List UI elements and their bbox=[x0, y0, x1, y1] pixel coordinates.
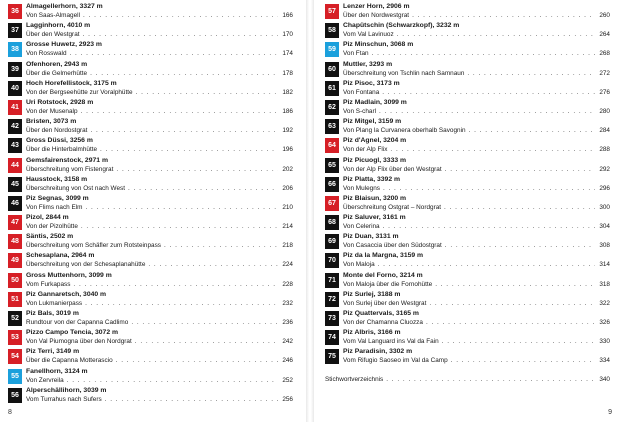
toc-entry[interactable] bbox=[325, 328, 610, 347]
tour-route-line bbox=[343, 184, 610, 193]
page-ref: 276 bbox=[599, 88, 610, 96]
page-number-left: 8 bbox=[8, 409, 12, 416]
toc-entry[interactable] bbox=[325, 21, 610, 40]
page-ref: 322 bbox=[599, 299, 610, 307]
tour-number-badge: 46 bbox=[8, 196, 22, 211]
page-ref: 242 bbox=[282, 338, 293, 346]
toc-entry[interactable] bbox=[8, 156, 293, 175]
tour-title: Schesaplana, 2964 m bbox=[26, 252, 95, 260]
page-ref: 236 bbox=[282, 319, 293, 326]
tour-title: Uri Rotstock, 2928 m bbox=[26, 98, 94, 106]
tour-number-badge: 38 bbox=[8, 42, 22, 57]
tour-title: Piz Mitgel, 3159 m bbox=[343, 118, 402, 126]
tour-number-badge: 43 bbox=[8, 138, 22, 153]
tour-route-line bbox=[343, 356, 610, 365]
tour-title: Almagellerhorn, 3327 m bbox=[26, 3, 103, 10]
tour-route: Überschreitung vom Fistengrat bbox=[26, 165, 114, 173]
tour-title: Piz Saluver, 3161 m bbox=[343, 214, 406, 222]
tour-route: Überschreitung von Tschlin nach Samnaun bbox=[343, 69, 465, 77]
toc-entry[interactable] bbox=[325, 251, 610, 270]
page-ref: 272 bbox=[599, 69, 610, 77]
page-ref: 166 bbox=[282, 12, 293, 19]
tour-route-line bbox=[26, 11, 293, 20]
toc-entry[interactable] bbox=[8, 98, 293, 117]
dot-leader bbox=[83, 11, 278, 20]
tour-title: Piz d'Agnel, 3204 m bbox=[343, 137, 407, 145]
page-ref: 314 bbox=[599, 261, 610, 269]
tour-number-badge: 40 bbox=[8, 81, 22, 96]
page-ref: 284 bbox=[599, 127, 610, 135]
page-ref: 210 bbox=[282, 203, 293, 211]
tour-number-badge: 56 bbox=[8, 388, 22, 403]
tour-route-line bbox=[343, 280, 610, 289]
tour-number-badge: 58 bbox=[325, 23, 339, 38]
tour-number-badge: 57 bbox=[325, 4, 339, 19]
dot-leader bbox=[390, 145, 595, 154]
page-ref: 288 bbox=[599, 146, 610, 154]
dot-leader bbox=[83, 30, 278, 39]
tour-title: Gross Muttenhorn, 3099 m bbox=[26, 271, 112, 279]
tour-route: Überschreitung von Ost nach West bbox=[26, 184, 125, 192]
tour-title: Lagginhorn, 4010 m bbox=[26, 22, 91, 30]
tour-route: Vom Rifugio Saoseo im Val da Camp bbox=[343, 357, 448, 365]
page-ref: 170 bbox=[282, 31, 293, 39]
toc-entry[interactable] bbox=[8, 367, 293, 386]
tour-number-badge: 67 bbox=[325, 196, 339, 211]
page-ref: 202 bbox=[282, 165, 293, 173]
tour-title: Pizzo Campo Tencia, 3072 m bbox=[26, 329, 119, 337]
toc-entry[interactable] bbox=[8, 347, 293, 366]
tour-route: Vom Turrahus nach Sufers bbox=[26, 395, 102, 403]
toc-entry[interactable] bbox=[8, 40, 293, 59]
tour-route: Vom Val Lavinuoz bbox=[343, 31, 394, 39]
dot-leader bbox=[105, 395, 278, 404]
dot-leader bbox=[116, 356, 278, 365]
tour-route-line bbox=[26, 49, 293, 58]
tour-number-badge: 59 bbox=[325, 42, 339, 57]
tour-title: Piz Paradisin, 3302 m bbox=[343, 348, 413, 356]
tour-route-line bbox=[26, 299, 293, 308]
tour-number-badge: 42 bbox=[8, 119, 22, 134]
page-ref: 218 bbox=[282, 242, 293, 250]
page-ref: 246 bbox=[282, 357, 293, 365]
page-ref: 264 bbox=[599, 31, 610, 39]
tour-route-line bbox=[343, 318, 610, 327]
dot-leader bbox=[85, 203, 278, 212]
dot-leader bbox=[67, 376, 278, 385]
tour-number-badge: 60 bbox=[325, 62, 339, 77]
dot-leader bbox=[378, 260, 595, 269]
tour-route: Über den Nordwestgrat bbox=[343, 12, 410, 19]
tour-route-line bbox=[26, 222, 293, 231]
toc-list-left bbox=[8, 2, 293, 405]
tour-title: Gross Düssi, 3256 m bbox=[26, 137, 93, 145]
tour-route-line bbox=[26, 356, 293, 365]
tour-title: Gemsfairenstock, 2971 m bbox=[26, 156, 108, 164]
toc-entry[interactable] bbox=[325, 2, 610, 21]
tour-title: Piz Platta, 3392 m bbox=[343, 175, 401, 183]
toc-entry[interactable] bbox=[325, 60, 610, 79]
page-ref: 296 bbox=[599, 184, 610, 192]
toc-entry[interactable] bbox=[325, 79, 610, 98]
dot-leader bbox=[383, 184, 595, 193]
toc-entry[interactable] bbox=[325, 232, 610, 251]
tour-route: Von Plang la Curvanera oberhalb Savognin bbox=[343, 127, 466, 135]
page-ref: 292 bbox=[599, 165, 610, 173]
tour-title: Monte del Forno, 3214 m bbox=[343, 271, 423, 279]
page-ref: 268 bbox=[599, 50, 610, 58]
page-ref: 318 bbox=[599, 280, 610, 288]
page-ref: 280 bbox=[599, 107, 610, 115]
tour-number-badge: 72 bbox=[325, 292, 339, 307]
page-ref: 224 bbox=[282, 261, 293, 269]
page-ref: 206 bbox=[282, 184, 293, 192]
tour-route-line bbox=[343, 222, 610, 231]
dot-leader bbox=[379, 107, 595, 116]
toc-entry[interactable] bbox=[325, 290, 610, 309]
toc-entry[interactable] bbox=[325, 40, 610, 59]
toc-entry[interactable] bbox=[8, 21, 293, 40]
page-ref: 232 bbox=[282, 299, 293, 307]
book-gutter bbox=[306, 0, 314, 422]
tour-title: Piz Pisoc, 3173 m bbox=[343, 79, 400, 87]
tour-route: Von der Alp Flix bbox=[343, 146, 388, 154]
tour-number-badge: 47 bbox=[8, 215, 22, 230]
page-ref: 300 bbox=[599, 203, 610, 211]
tour-route: Von Zervreila bbox=[26, 376, 64, 384]
tour-number-badge: 45 bbox=[8, 177, 22, 192]
tour-number-badge: 53 bbox=[8, 330, 22, 345]
dot-leader bbox=[90, 69, 278, 78]
tour-route-line bbox=[26, 30, 293, 39]
toc-entry[interactable] bbox=[325, 213, 610, 232]
dot-leader bbox=[135, 337, 278, 346]
tour-route: Von Mulegns bbox=[343, 184, 380, 192]
toc-entry[interactable] bbox=[8, 2, 293, 21]
tour-title: Piz Quattervals, 3165 m bbox=[343, 310, 419, 317]
tour-title: Piz da la Margna, 3159 m bbox=[343, 252, 424, 260]
dot-leader bbox=[136, 88, 278, 97]
dot-leader bbox=[70, 49, 279, 58]
dot-leader bbox=[383, 222, 595, 231]
tour-title: Piz Madlain, 3099 m bbox=[343, 98, 407, 106]
tour-route: Von der Chamanna Cluozza bbox=[343, 319, 423, 326]
dot-leader bbox=[131, 318, 278, 327]
tour-route-line bbox=[26, 126, 293, 135]
tour-number-badge: 74 bbox=[325, 330, 339, 345]
dot-leader bbox=[90, 126, 278, 135]
toc-entry[interactable] bbox=[8, 175, 293, 194]
page-ref: 326 bbox=[599, 319, 610, 326]
tour-route-line bbox=[26, 145, 293, 154]
tour-route-line bbox=[343, 49, 610, 58]
dot-leader bbox=[451, 356, 595, 365]
toc-entry[interactable] bbox=[8, 60, 293, 79]
tour-route: Von der Pizolhütte bbox=[26, 223, 78, 231]
dot-leader bbox=[372, 49, 595, 58]
dot-leader bbox=[467, 69, 595, 78]
tour-route-line bbox=[343, 203, 610, 212]
tour-title: Hoch Horefellistock, 3175 m bbox=[26, 79, 117, 87]
tour-number-badge: 41 bbox=[8, 100, 22, 115]
dot-leader bbox=[81, 107, 278, 116]
tour-route: Vom Furkapass bbox=[26, 280, 71, 288]
tour-route-line bbox=[26, 395, 293, 404]
dot-leader bbox=[164, 241, 278, 250]
page-ref: 186 bbox=[282, 107, 293, 115]
tour-route: Über den Nordostgrat bbox=[26, 127, 88, 135]
index-entry[interactable] bbox=[325, 375, 610, 384]
dot-leader bbox=[435, 280, 595, 289]
left-page bbox=[0, 0, 305, 422]
tour-route-line bbox=[26, 184, 293, 193]
tour-title: Alperschällihorn, 3039 m bbox=[26, 386, 107, 394]
tour-title: Piz Minschun, 3068 m bbox=[343, 41, 414, 49]
tour-number-badge: 70 bbox=[325, 253, 339, 268]
tour-route: Über die Hinterbalmhütte bbox=[26, 146, 98, 154]
tour-route: Von Saas-Almagell bbox=[26, 12, 80, 19]
tour-route-line bbox=[26, 88, 293, 97]
tour-number-badge: 52 bbox=[8, 311, 22, 326]
page-ref: 178 bbox=[282, 69, 293, 77]
tour-route-line bbox=[343, 337, 610, 346]
dot-leader bbox=[444, 203, 595, 212]
tour-route-line bbox=[343, 241, 610, 250]
tour-title: Piz Duan, 3131 m bbox=[343, 233, 399, 241]
tour-title: Grosse Huwetz, 2923 m bbox=[26, 41, 102, 49]
toc-entry[interactable] bbox=[325, 117, 610, 136]
index-label: Stichwortverzeichnis bbox=[325, 375, 384, 383]
tour-route-line bbox=[26, 337, 293, 346]
toc-entry[interactable] bbox=[8, 136, 293, 155]
tour-title: Pizol, 2844 m bbox=[26, 214, 69, 222]
tour-route-line bbox=[26, 280, 293, 289]
tour-title: Piz Gannaretsch, 3040 m bbox=[26, 290, 107, 298]
tour-title: Piz Albris, 3166 m bbox=[343, 329, 401, 337]
dot-leader bbox=[116, 165, 278, 174]
tour-route: Von Casaccia über den Südostgrat bbox=[343, 242, 442, 250]
tour-route-line bbox=[26, 69, 293, 78]
tour-route: Von Maloja über die Fornohütte bbox=[343, 280, 433, 288]
toc-entry[interactable] bbox=[325, 347, 610, 366]
page-ref: 256 bbox=[282, 395, 293, 403]
tour-route: Von der Bergseehütte zur Voralphütte bbox=[26, 88, 133, 96]
dot-leader bbox=[100, 145, 278, 154]
page-ref: 182 bbox=[282, 88, 293, 96]
page-ref: 330 bbox=[599, 338, 610, 346]
tour-route-line bbox=[343, 11, 610, 20]
tour-route-line bbox=[26, 376, 293, 385]
tour-number-badge: 66 bbox=[325, 177, 339, 192]
toc-entry[interactable] bbox=[8, 386, 293, 405]
page-ref: 308 bbox=[599, 242, 610, 250]
dot-leader bbox=[85, 299, 278, 308]
tour-route-line bbox=[26, 107, 293, 116]
tour-title: Piz Picuogl, 3333 m bbox=[343, 156, 407, 164]
tour-title: Bristen, 3073 m bbox=[26, 118, 77, 126]
toc-entry[interactable] bbox=[325, 98, 610, 117]
page-number-right: 9 bbox=[608, 409, 612, 416]
tour-number-badge: 63 bbox=[325, 119, 339, 134]
dot-leader bbox=[429, 299, 595, 308]
tour-title: Piz Blaisun, 3200 m bbox=[343, 194, 407, 202]
tour-title: Piz Segnas, 3099 m bbox=[26, 194, 89, 202]
tour-route: Von Fontana bbox=[343, 88, 380, 96]
tour-number-badge: 54 bbox=[8, 349, 22, 364]
dot-leader bbox=[445, 165, 595, 174]
toc-entry[interactable] bbox=[325, 156, 610, 175]
tour-number-badge: 55 bbox=[8, 369, 22, 384]
dot-leader bbox=[469, 126, 595, 135]
dot-leader bbox=[81, 222, 278, 231]
tour-title: Lenzer Horn, 2906 m bbox=[343, 3, 410, 10]
tour-title: Piz Bals, 3019 m bbox=[26, 310, 79, 317]
dot-leader bbox=[445, 241, 595, 250]
tour-route: Von der Alp Flix über den Westgrat bbox=[343, 165, 442, 173]
dot-leader bbox=[426, 318, 595, 327]
tour-title: Säntis, 2502 m bbox=[26, 233, 74, 241]
tour-route-line bbox=[343, 165, 610, 174]
tour-route-line bbox=[26, 203, 293, 212]
tour-number-badge: 49 bbox=[8, 253, 22, 268]
page-ref: 334 bbox=[599, 357, 610, 365]
page-ref: 192 bbox=[282, 127, 293, 135]
tour-route-line bbox=[343, 145, 610, 154]
toc-entry[interactable] bbox=[8, 251, 293, 270]
tour-route: Von der Musenalp bbox=[26, 107, 78, 115]
tour-number-badge: 44 bbox=[8, 158, 22, 173]
tour-number-badge: 51 bbox=[8, 292, 22, 307]
tour-route-line bbox=[343, 107, 610, 116]
toc-entry[interactable] bbox=[325, 271, 610, 290]
tour-number-badge: 75 bbox=[325, 349, 339, 364]
tour-title: Ofenhoren, 2943 m bbox=[26, 60, 88, 68]
dot-leader bbox=[386, 375, 596, 384]
dot-leader bbox=[148, 260, 278, 269]
tour-route-line bbox=[26, 318, 293, 327]
page-ref: 214 bbox=[282, 223, 293, 231]
page-ref: 228 bbox=[282, 280, 293, 288]
tour-route: Über den Westgrat bbox=[26, 31, 80, 39]
tour-route-line bbox=[343, 260, 610, 269]
tour-route-line bbox=[26, 260, 293, 269]
tour-number-badge: 50 bbox=[8, 273, 22, 288]
tour-route: Von Surlej über den Westgrat bbox=[343, 299, 427, 307]
tour-route: Von Maloja bbox=[343, 261, 375, 269]
toc-entry[interactable] bbox=[325, 194, 610, 213]
tour-title: Piz Terri, 3149 m bbox=[26, 348, 80, 356]
tour-route: Von Celerina bbox=[343, 223, 380, 231]
tour-route-line bbox=[343, 69, 610, 78]
tour-number-badge: 65 bbox=[325, 158, 339, 173]
tour-route-line bbox=[343, 126, 610, 135]
tour-route: Von S-charl bbox=[343, 107, 377, 115]
tour-route-line bbox=[26, 241, 293, 250]
tour-number-badge: 61 bbox=[325, 81, 339, 96]
tour-number-badge: 73 bbox=[325, 311, 339, 326]
tour-route: Von Flims nach Elm bbox=[26, 203, 83, 211]
toc-entry[interactable] bbox=[8, 232, 293, 251]
tour-route-line bbox=[343, 30, 610, 39]
page-ref: 304 bbox=[599, 223, 610, 231]
tour-title: Hausstock, 3158 m bbox=[26, 175, 88, 183]
tour-number-badge: 39 bbox=[8, 62, 22, 77]
tour-route: Vom Val Languard ins Val da Fain bbox=[343, 338, 439, 346]
tour-route: Von Ftan bbox=[343, 50, 369, 58]
tour-number-badge: 68 bbox=[325, 215, 339, 230]
tour-route-line bbox=[343, 299, 610, 308]
tour-route: Über die Capanna Motterascio bbox=[26, 357, 113, 365]
tour-number-badge: 62 bbox=[325, 100, 339, 115]
toc-entry[interactable] bbox=[8, 309, 293, 328]
tour-route-line bbox=[26, 165, 293, 174]
tour-number-badge: 69 bbox=[325, 234, 339, 249]
tour-route: Von Rosswald bbox=[26, 50, 67, 58]
toc-entry[interactable] bbox=[8, 290, 293, 309]
dot-leader bbox=[412, 11, 595, 20]
tour-title: Chapütschin (Schwarzkopf), 3232 m bbox=[343, 22, 460, 30]
tour-route: Überschreitung vom Schäfler zum Rotsteinpass bbox=[26, 242, 161, 250]
dot-leader bbox=[73, 280, 278, 289]
toc-entry[interactable] bbox=[325, 309, 610, 328]
tour-number-badge: 64 bbox=[325, 138, 339, 153]
tour-route: Überschreitung Ostgrat – Nordgrat bbox=[343, 203, 442, 211]
tour-number-badge: 36 bbox=[8, 4, 22, 19]
tour-number-badge: 48 bbox=[8, 234, 22, 249]
toc-entry[interactable] bbox=[8, 213, 293, 232]
tour-title: Fanellhorn, 3124 m bbox=[26, 367, 88, 375]
toc-entry[interactable] bbox=[325, 136, 610, 155]
page-ref: 260 bbox=[599, 12, 610, 19]
page-ref: 252 bbox=[282, 376, 293, 384]
tour-number-badge: 37 bbox=[8, 23, 22, 38]
tour-route: Rundtour von der Capanna Cadlimo bbox=[26, 319, 129, 326]
right-page bbox=[315, 0, 620, 422]
tour-title: Muttler, 3293 m bbox=[343, 60, 393, 68]
dot-leader bbox=[397, 30, 595, 39]
page-ref: 174 bbox=[282, 50, 293, 58]
toc-entry[interactable] bbox=[8, 194, 293, 213]
toc-entry[interactable] bbox=[8, 117, 293, 136]
toc-entry[interactable] bbox=[8, 328, 293, 347]
tour-route: Von Val Piumogna über den Nordgrat bbox=[26, 338, 132, 346]
tour-route: Von Lukmanierpass bbox=[26, 299, 83, 307]
tour-route: Über die Gelmerhütte bbox=[26, 69, 88, 77]
tour-route-line bbox=[343, 88, 610, 97]
tour-number-badge: 71 bbox=[325, 273, 339, 288]
toc-entry[interactable] bbox=[8, 79, 293, 98]
page-ref: 340 bbox=[599, 375, 610, 383]
toc-entry[interactable] bbox=[8, 271, 293, 290]
toc-list-right bbox=[325, 2, 610, 384]
dot-leader bbox=[382, 88, 595, 97]
tour-title: Piz Surlej, 3188 m bbox=[343, 290, 401, 298]
page-ref: 196 bbox=[282, 146, 293, 154]
tour-route: Überschreitung von der Schesaplanahütte bbox=[26, 261, 146, 269]
toc-entry[interactable] bbox=[325, 175, 610, 194]
dot-leader bbox=[128, 184, 278, 193]
dot-leader bbox=[442, 337, 595, 346]
